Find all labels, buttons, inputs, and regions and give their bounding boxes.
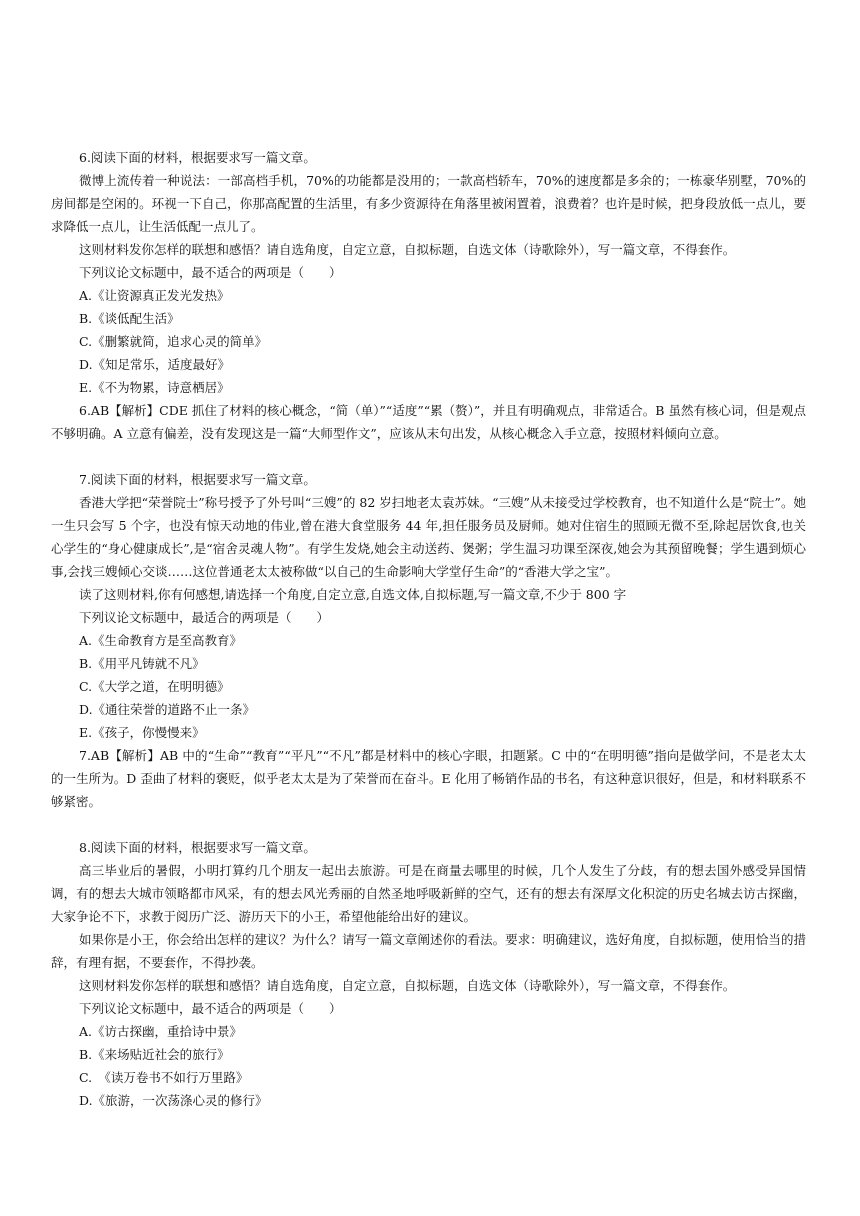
option-b: B.《谈低配生活》	[79, 311, 180, 326]
option-c: C.《大学之道，在明明德》	[79, 679, 230, 694]
question-heading: 6.阅读下面的材料，根据要求写一篇文章。	[79, 150, 316, 165]
question-6	[51, 146, 806, 445]
material-paragraph: 读了这则材料,你有何感想,请选择一个角度,自定立意,自选文体,自拟标题,写一篇文章,不少于 800 字	[79, 587, 627, 602]
question-heading: 8.阅读下面的材料，根据要求写一篇文章。	[79, 840, 316, 855]
option-e: E.《孩子，你慢慢来》	[79, 725, 205, 740]
option-b: B.《来场贴近社会的旅行》	[79, 1047, 230, 1062]
material-paragraph: 高三毕业后的暑假，小明打算约几个朋友一起出去旅游。可是在商量去哪里的时候，几个人发生了分歧，有的想去国外感受异国情调，有的想去大城市领略都市风采，有的想去风光秀丽的自然圣地呼吸新鲜的空气，还有的想去有深厚文化积淀的历史名城去访古探幽，大家争论不下，求教于阅历广泛、游历天下的小王，希望他能给出好的建议。	[51, 863, 806, 924]
material-paragraph: 这则材料发你怎样的联想和感悟？请自选角度，自定立意，自拟标题，自选文体（诗歌除外），写一篇文章，不得套作。	[79, 978, 736, 993]
question-8	[51, 836, 806, 1112]
material-paragraph: 微博上流传着一种说法：一部高档手机，70%的功能都是没用的；一款高档轿车，70%的速度都是多余的；一栋豪华别墅，70%的房间都是空闲的。环视一下自己，你那高配置的生活里，有多少资源待在角落里被闲置着，浪费着？也许是时候，把身段放低一点儿，要求降低一点儿，让生活低配一点儿了。	[51, 173, 806, 234]
option-a: A.《访古探幽，重拾诗中景》	[79, 1024, 243, 1039]
option-d: D.《旅游，一次荡涤心灵的修行》	[79, 1093, 268, 1108]
option-a: A.《让资源真正发光发热》	[79, 288, 230, 303]
question-prompt: 下列议论文标题中，最不适合的两项是（ ）	[79, 1001, 342, 1016]
option-b: B.《用平凡铸就不凡》	[79, 656, 205, 671]
material-paragraph: 香港大学把“荣誉院士”称号授予了外号叫“三嫂”的 82 岁扫地老太袁苏妹。“三嫂”从未接受过学校教育，也不知道什么是“院士”。她一生只会写 5 个字，也没有惊天动地的伟业,曾在港大食堂服务 44 年,担任服务员及厨师。她对住宿生的照顾无微不至,除起居饮食,也关心学生的“身心健康成长”,是“宿舍灵魂人物”。有学生发烧,她会主动送药、煲粥；学生温习功课至深夜,她会为其预留晚餐；学生遇到烦心事,会找三嫂倾心交谈……这位普通老太太被称做“以自己的生命影响大学堂仔生命”的“香港大学之宝”。	[51, 495, 806, 579]
option-c: C. 《读万卷书不如行万里路》	[79, 1070, 249, 1085]
option-c: C.《删繁就简，追求心灵的简单》	[79, 334, 268, 349]
question-7	[51, 468, 806, 813]
question-prompt: 下列议论文标题中，最不适合的两项是（ ）	[79, 265, 342, 280]
material-paragraph: 如果你是小王，你会给出怎样的建议？为什么？请写一篇文章阐述你的看法。要求：明确建议，选好角度，自拟标题，使用恰当的措辞，有理有据，不要套作，不得抄袭。	[51, 932, 806, 970]
option-d: D.《知足常乐，适度最好》	[79, 357, 231, 372]
option-e: E.《不为物累，诗意栖居》	[79, 380, 230, 395]
answer-analysis: 7.AB【解析】AB 中的“生命”“教育”“平凡”“不凡”都是材料中的核心字眼，扣题紧。C 中的“在明明德”指向是做学问，不是老太太的一生所为。D 歪曲了材料的褒贬，似乎老太太是为了荣誉而在奋斗。E 化用了畅销作品的书名，有这种意识很好，但是，和材料联系不够紧密。	[51, 748, 806, 809]
question-heading: 7.阅读下面的材料，根据要求写一篇文章。	[79, 472, 316, 487]
answer-analysis: 6.AB【解析】CDE 抓住了材料的核心概念，“简（单）”“适度”“累（赘）”，并且有明确观点，非常适合。B 虽然有核心词，但是观点不够明确。A 立意有偏差，没有发现这是一篇“大师型作文”，应该从末句出发，从核心概念入手立意，按照材料倾向立意。	[51, 403, 806, 441]
question-prompt: 下列议论文标题中，最适合的两项是（ ）	[79, 610, 330, 625]
material-paragraph: 这则材料发你怎样的联想和感悟？请自选角度，自定立意，自拟标题，自选文体（诗歌除外），写一篇文章，不得套作。	[79, 242, 736, 257]
option-a: A.《生命教育方是至高教育》	[79, 633, 243, 648]
option-d: D.《通往荣誉的道路不止一条》	[79, 702, 256, 717]
